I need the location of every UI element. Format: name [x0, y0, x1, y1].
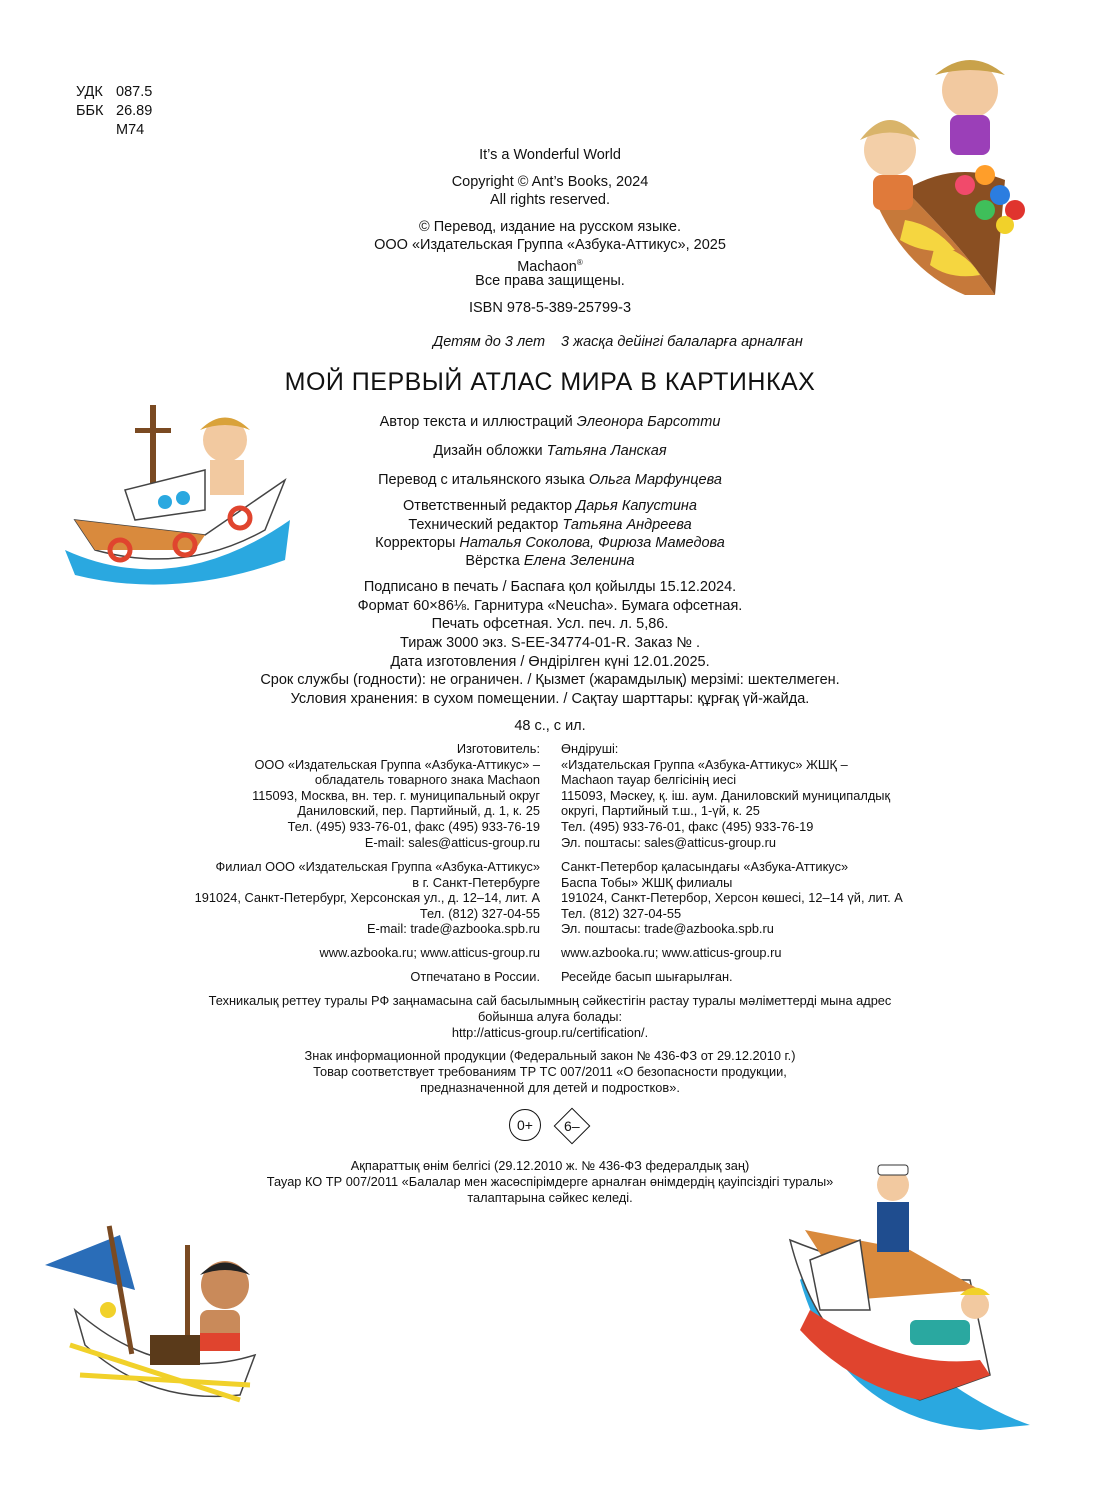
isbn: ISBN 978-5-389-25799-3: [468, 300, 632, 316]
print-shelf-life: Срок службы (годности): не ограничен. / Қызмет (жарамдылық) мерзімі: шектелмеген.: [260, 672, 840, 688]
info-product-ru-3: предназначенной для детей и подростков».: [420, 1080, 680, 1095]
printed-kz: Ресейде басып шығарылған.: [561, 969, 733, 984]
certification-url: http://atticus-group.ru/certification/.: [451, 1025, 649, 1040]
info-product-ru-1: Знак информационной продукции (Федеральный закон № 436-ФЗ от 29.12.2010 г.): [304, 1048, 796, 1063]
manufacturer-kz: Өндіруші: «Издательская Группа «Азбука-Аттикус» ЖШҚ – Machaon тауар белгісінің иесі 115093, Мәскеу, қ. іш. аум. Даниловский муниципалдық округі, Партийный т.ш., 1-үй, к. 25 Тел. (495) 933-76-01, факс (495) 933-76-19 Эл. поштасы: sales@atticus-group.ru: [561, 741, 891, 850]
publisher-copyright: ООО «Издательская Группа «Азбука-Аттикус», 2025: [374, 237, 726, 253]
book-title: МОЙ ПЕРВЫЙ АТЛАС МИРА В КАРТИНКАХ: [284, 368, 816, 396]
rights-reserved: Все права защищены.: [475, 273, 625, 289]
manufacturer-ru: Изготовитель: ООО «Издательская Группа «Азбука-Аттикус» – обладатель товарного знака Machaon 115093, Москва, вн. тер. г. муниципальный округ Даниловский, пер. Партийный, д. 1, к. 25 Тел. (495) 933-76-01, факс (495) 933-76-19 E-mail: sales@atticus-group.ru: [252, 741, 540, 850]
info-product-ru-2: Товар соответствует требованиям ТР ТС 007/2011 «О безопасности продукции,: [313, 1064, 787, 1079]
age-note-kz: 3 жасқа дейінгі балаларға арналған: [561, 334, 803, 350]
print-storage: Условия хранения: в сухом помещении. / Сақтау шарттары: құрғақ үй-жайда.: [290, 691, 810, 707]
age-note-ru: Детям до 3 лет: [433, 334, 546, 350]
info-product-kz-2: Тауар КО ТР 007/2011 «Балалар мен жасөспірімдерге арналған өнімдердің қауіпсіздігі туралы»: [266, 1174, 834, 1189]
credit-translation: Перевод с итальянского языка Ольга Марфунцева: [378, 472, 722, 488]
certification-line-1: Техникалық реттеу туралы РФ заңнамасына сай басылымның сәйкестігін растау туралы мәліметтерді мына адрес: [208, 993, 892, 1008]
translation-copyright: © Перевод, издание на русском языке.: [419, 219, 681, 235]
certification-line-2: бойынша алуға болады:: [477, 1009, 623, 1024]
illustration-yacht: [780, 1160, 1050, 1440]
web-ru: www.azbooka.ru; www.atticus-group.ru: [319, 945, 540, 960]
imprint-name: Machaon®: [517, 258, 583, 275]
illustration-outrigger-boat: [40, 1215, 270, 1415]
branch-ru: Филиал ООО «Издательская Группа «Азбука-Аттикус» в г. Санкт-Петербурге 191024, Санкт-Петербург, Херсонская ул., д. 12–14, лит. А Тел. (812) 327-04-55 E-mail: trade@azbooka.spb.ru: [194, 859, 540, 937]
print-offset: Печать офсетная. Усл. печ. л. 5,86.: [431, 616, 669, 632]
udk-line: УДК 087.5: [76, 84, 153, 100]
print-date: Дата изготовления / Өндірілген күні 12.01.2025.: [390, 654, 710, 670]
credit-tech-editor: Технический редактор Татьяна Андреева: [408, 517, 692, 533]
original-copyright: Copyright © Ant’s Books, 2024: [451, 174, 649, 190]
print-signed: Подписано в печать / Баспаға қол қойылды 15.12.2024.: [363, 579, 737, 595]
web-kz: www.azbooka.ru; www.atticus-group.ru: [561, 945, 782, 960]
original-title: It’s a Wonderful World: [479, 147, 621, 163]
illustration-fruit-boat: [845, 50, 1045, 300]
credit-cover: Дизайн обложки Татьяна Ланская: [433, 443, 667, 459]
classification-block: [76, 83, 152, 140]
credit-editor: Ответственный редактор Дарья Капустина: [403, 498, 697, 514]
age-sign-0-plus: 0+: [509, 1109, 541, 1141]
original-rights: All rights reserved.: [489, 192, 611, 208]
illustration-motorboat: [55, 400, 295, 590]
credit-correctors: Корректоры Наталья Соколова, Фирюза Мамедова: [375, 535, 725, 551]
page-count: 48 с., с ил.: [514, 718, 586, 734]
age-sign-6-minus: 6–: [554, 1108, 591, 1145]
printed-ru: Отпечатано в России.: [410, 969, 540, 984]
credit-author: Автор текста и иллюстраций Элеонора Барсотти: [379, 414, 721, 430]
bbk-line: ББК 26.89: [76, 103, 153, 119]
credit-layout: Вёрстка Елена Зеленина: [465, 553, 635, 569]
branch-kz: Санкт-Петербор қаласындағы «Азбука-Аттикус» Баспа Тобы» ЖШҚ филиалы 191024, Санкт-Петербор, Херсон көшесі, 12–14 үй, лит. А Тел. (812) 327-04-55 Эл. поштасы: trade@azbooka.spb.ru: [561, 859, 903, 937]
author-sign-line: М74: [116, 122, 145, 138]
print-format: Формат 60×86⅛. Гарнитура «Neucha». Бумага офсетная.: [357, 598, 743, 614]
info-product-kz-3: талаптарына сәйкес келеді.: [467, 1190, 633, 1205]
info-product-kz-1: Ақпараттық өнім белгісі (29.12.2010 ж. № 436-ФЗ федералдық заң): [350, 1158, 750, 1173]
print-run: Тираж 3000 экз. S-EE-34774-01-R. Заказ № .: [399, 635, 701, 651]
